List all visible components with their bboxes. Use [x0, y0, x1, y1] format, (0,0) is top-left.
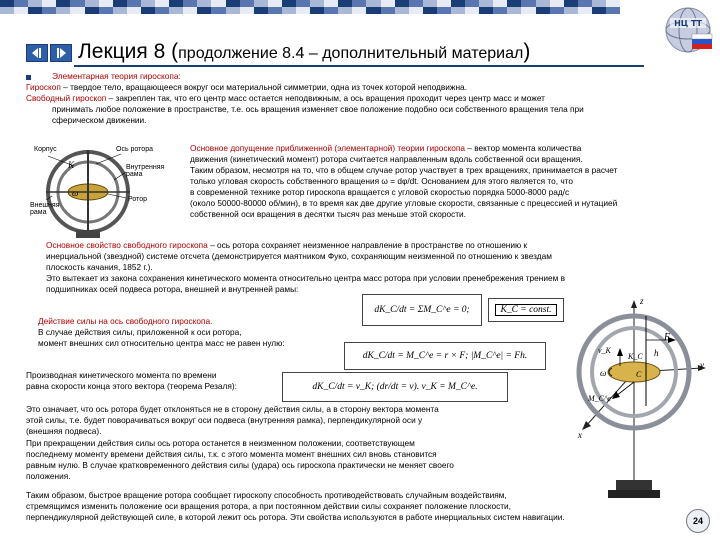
- checker-cell: [85, 7, 99, 14]
- checker-cell: [0, 7, 14, 14]
- assumption-line-0: Основное допущение приближенной (элементарной) теории гироскопа – вектор момента количества: [190, 143, 582, 153]
- property-line-0: Основное свойство свободного гироскопа – ось ротора сохраняет неизменное направление в пространстве по отношению к: [46, 240, 528, 250]
- checker-cell: [592, 7, 606, 14]
- checker-cell: [113, 0, 127, 7]
- checker-cell: [381, 7, 395, 14]
- checker-cell: [85, 0, 99, 7]
- force-line-0: В случае действия силы, приложенной к оси ротора,: [38, 327, 242, 337]
- label-KC: K_C: [628, 352, 643, 361]
- checker-cell: [296, 0, 310, 7]
- conclusion-line-6: положения.: [26, 471, 71, 481]
- label-rotor-axis: Ось ротора: [116, 146, 153, 153]
- conclusion-line-7: Таким образом, быстрое вращение ротора сообщает гироскопу способность противодействовать случайным воздействиям,: [26, 490, 507, 500]
- checker-cell: [550, 7, 564, 14]
- checker-cell: [268, 0, 282, 7]
- checker-cell: [395, 0, 409, 7]
- checker-cell: [42, 7, 56, 14]
- checker-cell: [113, 7, 127, 14]
- checker-cell: [479, 7, 493, 14]
- label-vK: v_K: [598, 346, 611, 355]
- checker-cell: [437, 7, 451, 14]
- checker-cell: [127, 0, 141, 7]
- resal-line-1: равна скорости конца этого вектора (теорема Резаля):: [26, 381, 237, 391]
- label-omega-left: ω: [72, 188, 79, 198]
- conclusion-line-1: этой силы, т.е. будет поворачиваться вокруг оси подвеса (внутренняя рамка), перпендикулярной оси y: [26, 415, 423, 425]
- checker-cell: [282, 7, 296, 14]
- checker-cell: [70, 7, 84, 14]
- checker-cell: [324, 0, 338, 7]
- checker-cell: [409, 0, 423, 7]
- checker-cell: [169, 7, 183, 14]
- checker-cell: [465, 0, 479, 7]
- conclusion-line-0: Это означает, что ось ротора будет отклоняться не в сторону действия силы, а в сторону вектора момента: [26, 404, 439, 414]
- checker-cell: [296, 7, 310, 14]
- label-M: M_C^e: [588, 394, 611, 403]
- checker-cell: [465, 7, 479, 14]
- section-heading: Элементарная теория гироскопа:: [52, 71, 181, 81]
- checker-cell: [183, 0, 197, 7]
- checker-cell: [564, 0, 578, 7]
- checker-cell: [141, 7, 155, 14]
- checker-cell: [352, 0, 366, 7]
- property-line-2: плоскость качания, 1852 г.).: [46, 262, 153, 272]
- formula-resal: dK_C/dt = v_K; (dr/dt = v). v_K = M_C^e.: [282, 372, 508, 402]
- checker-cell: [366, 7, 380, 14]
- checker-cell: [56, 0, 70, 7]
- checker-cell: [606, 7, 620, 14]
- checker-cell: [99, 0, 113, 7]
- checker-cell: [211, 0, 225, 7]
- checker-cell: [324, 7, 338, 14]
- conclusion-line-8: стремящимся изменить положение оси вращения ротора, а при постоянном действии силы сохраняет положение плоскости,: [26, 501, 511, 511]
- checker-cell: [169, 0, 183, 7]
- gyroscope-definition: Гироскоп – твердое тело, вращающееся вокруг оси материальной симметрии, одна из точек которой неподвижна.: [26, 82, 467, 92]
- label-inner-frame: Внутренняя рама: [126, 164, 165, 178]
- formula-moment: dK_C/dt = M_C^e = r × F; |M_C^e| = Fh.: [344, 342, 546, 370]
- checker-cell: [0, 0, 14, 7]
- label-rotor: Ротор: [128, 196, 148, 203]
- checker-cell: [592, 0, 606, 7]
- checker-cell: [493, 7, 507, 14]
- title-divider: [74, 65, 644, 67]
- label-h: h: [654, 348, 659, 358]
- checker-cell: [70, 0, 84, 7]
- university-logo: [660, 4, 716, 56]
- checker-cell: [437, 0, 451, 7]
- checker-cell: [226, 0, 240, 7]
- label-body: Корпус: [34, 146, 57, 153]
- label-x: x: [578, 430, 582, 440]
- label-outer-frame: Внешняя рама: [30, 202, 60, 216]
- checker-cell: [310, 0, 324, 7]
- checker-cell: [338, 7, 352, 14]
- checker-cell: [28, 7, 42, 14]
- checker-cell: [409, 7, 423, 14]
- arrow-right-icon: [55, 48, 67, 58]
- checker-cell: [42, 0, 56, 7]
- force-line-1: момент внешних сил относительно центра масс не равен нулю:: [38, 338, 285, 348]
- checker-cell: [521, 7, 535, 14]
- checker-cell: [240, 7, 254, 14]
- slide-title: Лекция 8 (продолжение 8.4 – дополнительный материал): [78, 40, 531, 63]
- checker-cell: [197, 0, 211, 7]
- page-number: 24: [686, 509, 710, 533]
- checker-cell: [226, 7, 240, 14]
- checker-cell: [254, 7, 268, 14]
- header-checker-strip-2: [0, 7, 620, 14]
- checker-cell: [423, 0, 437, 7]
- free-gyroscope-line3: сферическом движении.: [52, 115, 147, 125]
- checker-cell: [240, 0, 254, 7]
- assumption-line-4: в современной технике ротор гироскопа вращается с угловой скоростью порядка 5000-8000 рад/с: [190, 187, 570, 197]
- checker-cell: [14, 0, 28, 7]
- conclusion-line-3: При прекращении действия силы ось ротора останется в неизменном положении, соответствующем: [26, 438, 415, 448]
- checker-cell: [507, 7, 521, 14]
- checker-cell: [550, 0, 564, 7]
- resal-line-0: Производная кинетического момента по времени: [26, 370, 217, 380]
- checker-cell: [14, 7, 28, 14]
- force-heading: Действие силы на ось свободного гироскопа.: [38, 316, 213, 326]
- checker-cell: [127, 7, 141, 14]
- checker-cell: [395, 7, 409, 14]
- next-slide-button[interactable]: [50, 44, 72, 62]
- checker-cell: [211, 7, 225, 14]
- property-line-3: Это вытекает из закона сохранения кинетического момента относительно центра масс ротора при условии пренебрежения трением в: [46, 273, 566, 283]
- checker-cell: [479, 0, 493, 7]
- label-F: F: [664, 332, 671, 343]
- checker-cell: [282, 0, 296, 7]
- checker-cell: [56, 7, 70, 14]
- conclusion-line-2: (внешняя подвеса).: [26, 426, 102, 436]
- checker-cell: [578, 7, 592, 14]
- free-gyroscope-line2: принимать любое положение в пространстве, т.е. ось вращения изменяет свое положение подобно оси собственного вращения тела при: [52, 104, 584, 114]
- conclusion-line-9: перпендикулярной действующей силе, в которой лежит ось ротора. Эти свойства используются в работе инерциальных систем навигации.: [26, 512, 565, 522]
- label-C: C: [636, 370, 642, 379]
- checker-cell: [493, 0, 507, 7]
- gimbal-diagram: [26, 140, 186, 240]
- label-K: K: [68, 160, 75, 170]
- checker-cell: [141, 0, 155, 7]
- checker-cell: [28, 0, 42, 7]
- assumption-line-5: (около 50000-80000 об/мин), в то время как две другие угловые скорости, связанные с прецессией и нутацией: [190, 198, 618, 208]
- checker-cell: [366, 0, 380, 7]
- assumption-line-6: собственной оси вращения в десятки тысяч раз меньше этой скорости.: [190, 209, 466, 219]
- conclusion-line-5: равным нулю. В случае кратковременного действия силы (удара) ось гироскопа практически не меняет своего: [26, 460, 454, 470]
- checker-cell: [99, 7, 113, 14]
- checker-cell: [451, 7, 465, 14]
- checker-cell: [606, 0, 620, 7]
- label-y: y: [700, 360, 704, 370]
- bullet-marker: [26, 75, 31, 80]
- checker-cell: [310, 7, 324, 14]
- assumption-line-2: Таким образом, несмотря на то, что в общем случае ротор участвует в трех вращениях, принимается в расчет: [190, 165, 618, 175]
- checker-cell: [268, 7, 282, 14]
- checker-cell: [352, 7, 366, 14]
- checker-cell: [423, 7, 437, 14]
- conclusion-line-4: последнему моменту времени действия силы, т.к. с этого момента момент внешних сил вновь становится: [26, 449, 437, 459]
- label-omega-right: ω: [600, 368, 607, 378]
- property-line-4: подшипниках осей подвеса ротора, внешней и внутренней рамы:: [46, 284, 299, 294]
- formula-const: K_C = const.: [488, 298, 564, 322]
- prev-slide-button[interactable]: [26, 44, 48, 62]
- formula-conservation: dK_C/dt = ΣM_C^e = 0;: [362, 294, 482, 326]
- checker-cell: [254, 0, 268, 7]
- checker-cell: [183, 7, 197, 14]
- property-line-1: инерциальной (звездной) системе отсчета (демонстрируется маятником Фуко, сохраняющим неизменной по отношению к звездам: [46, 251, 552, 261]
- checker-cell: [536, 7, 550, 14]
- arrow-left-icon: [31, 48, 43, 58]
- checker-cell: [578, 0, 592, 7]
- checker-cell: [521, 0, 535, 7]
- checker-cell: [536, 0, 550, 7]
- checker-cell: [451, 0, 465, 7]
- checker-cell: [338, 0, 352, 7]
- checker-cell: [564, 7, 578, 14]
- checker-cell: [507, 0, 521, 7]
- label-z: z: [640, 296, 644, 306]
- checker-cell: [381, 0, 395, 7]
- checker-cell: [155, 0, 169, 7]
- assumption-line-1: движения (кинетический момент) ротора считается направленным вдоль собственной оси вращения.: [190, 154, 583, 164]
- checker-cell: [197, 7, 211, 14]
- checker-cell: [155, 7, 169, 14]
- free-gyroscope-definition: Свободный гироскоп – закреплен так, что его центр масс остается неподвижным, а ось вращения проходит через центр масс и может: [26, 93, 545, 103]
- assumption-line-3: только угловая скорость собственного вращения ω = dφ/dt. Основанием для этого является то, что: [190, 176, 573, 186]
- svg-text:НЦ ТТ: НЦ ТТ: [674, 19, 702, 28]
